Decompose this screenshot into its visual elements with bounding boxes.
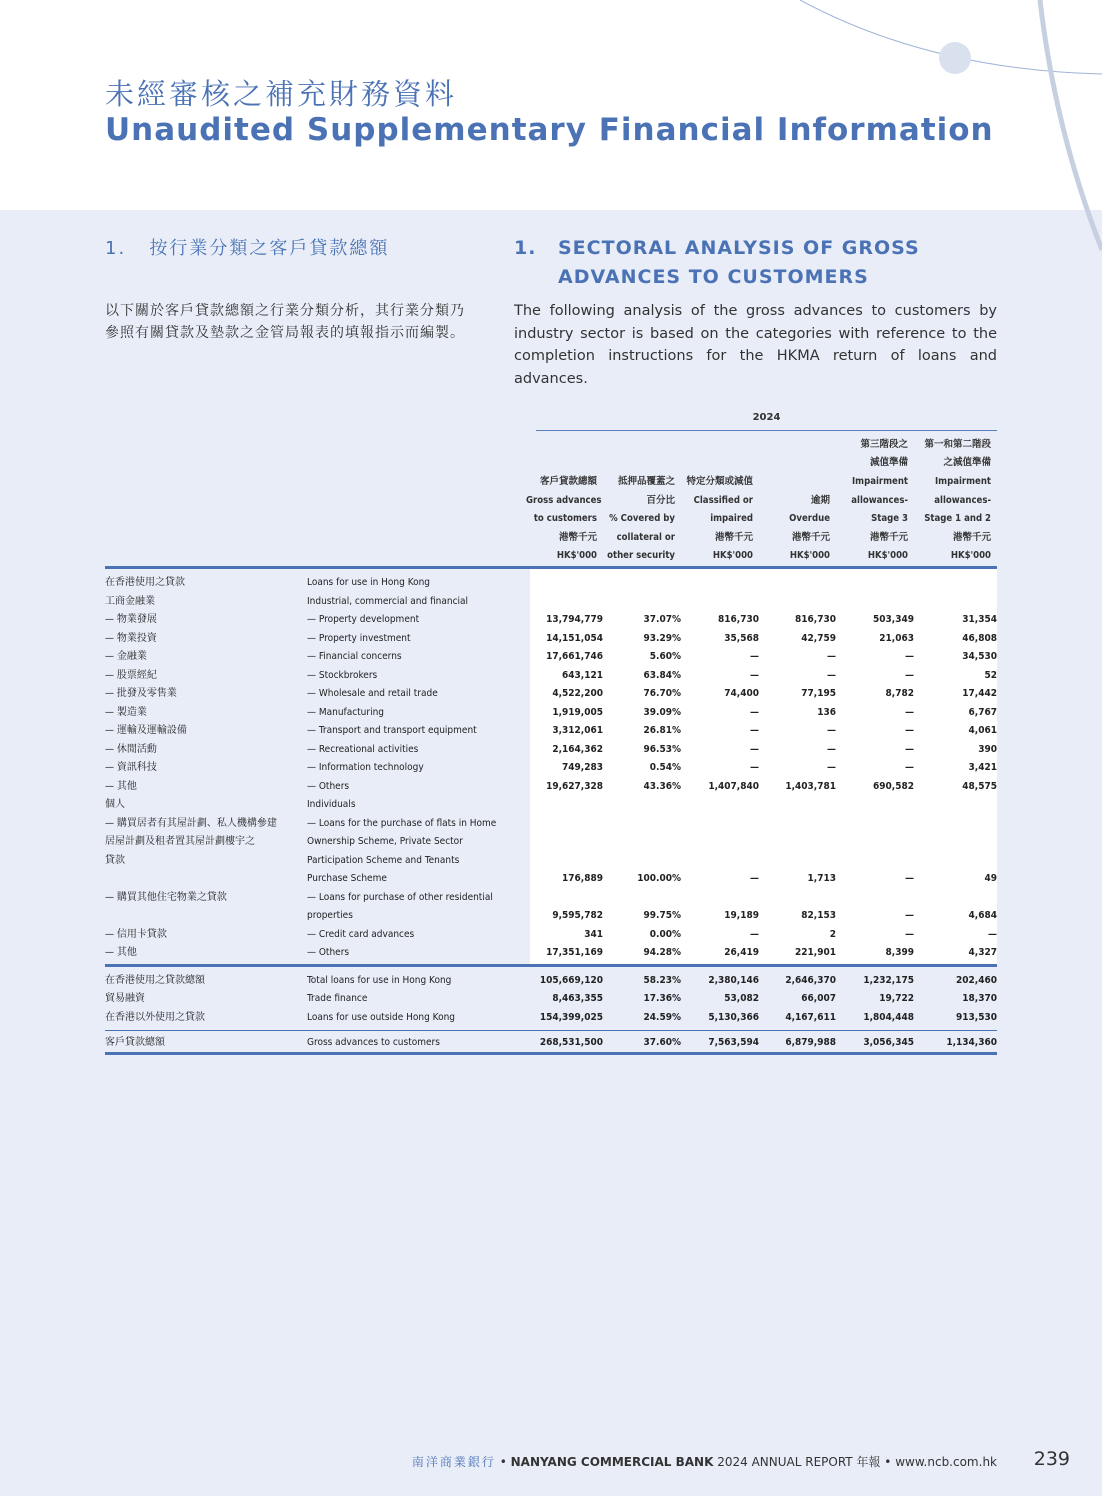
section-title-en-line1: SECTORAL ANALYSIS OF GROSS — [558, 237, 920, 259]
table-cell — [681, 796, 759, 815]
table-cell — [836, 815, 914, 834]
column-header-5 — [826, 434, 908, 566]
table-cell: 77,195 — [801, 688, 836, 699]
row-label-zh: — 金融業 — [105, 651, 147, 662]
table-cell — [914, 796, 997, 815]
column-header-3 — [671, 434, 753, 566]
table-cell: — — [905, 743, 914, 755]
table-row — [105, 852, 997, 871]
table-row — [105, 704, 997, 723]
total-rule — [105, 1052, 997, 1055]
table-cell: 6,879,988 — [785, 1037, 836, 1048]
table-row — [105, 648, 997, 667]
row-label-en: — Manufacturing — [307, 706, 385, 718]
table-cell: — — [905, 669, 914, 681]
table-cell: 17,661,746 — [546, 651, 603, 662]
table-cell: 26,419 — [724, 947, 759, 958]
row-label-en: — Property investment — [307, 632, 411, 644]
table-cell: 82,153 — [801, 910, 836, 921]
section-number-en: 1. — [514, 237, 537, 259]
table-cell — [603, 796, 681, 815]
table-cell: 136 — [817, 706, 836, 718]
table-cell: 43.36% — [643, 780, 681, 792]
column-header-line: 百分比 — [646, 494, 675, 506]
column-header-line: impaired — [710, 513, 753, 525]
table-cell — [914, 833, 997, 852]
table-cell: 4,522,200 — [552, 688, 603, 699]
table-cell: 31,354 — [962, 614, 997, 625]
table-cell: 154,399,025 — [539, 1011, 603, 1023]
row-label-en: — Financial concerns — [307, 651, 402, 662]
row-label-en: — Transport and transport equipment — [307, 725, 477, 736]
row-label-en: — Credit card advances — [307, 928, 415, 940]
column-header-line: 客戶貸款總額 — [539, 476, 597, 488]
table-cell — [681, 889, 759, 908]
table-cell: — — [905, 910, 914, 921]
table-cell — [603, 889, 681, 908]
column-header-line: % Covered by — [609, 513, 675, 525]
row-label-zh: 在香港使用之貸款總額 — [105, 974, 205, 986]
column-header-line: other security — [607, 550, 675, 562]
table-cell: 93.29% — [643, 632, 681, 644]
table-cell: 14,151,054 — [546, 632, 603, 644]
table-cell: 53,082 — [724, 993, 759, 1004]
table-cell: 1,713 — [807, 873, 836, 884]
row-label-zh: — 信用卡貸款 — [105, 928, 167, 940]
section-heading-zh — [105, 234, 389, 260]
table-cell — [836, 889, 914, 908]
table-cell: 341 — [584, 928, 603, 940]
table-cell — [836, 593, 914, 612]
table-cell: 18,370 — [962, 993, 997, 1004]
table-cell: 1,804,448 — [863, 1011, 914, 1023]
table-cell — [536, 574, 603, 593]
table-row — [105, 926, 997, 945]
table-row — [105, 741, 997, 760]
table-row — [105, 778, 997, 797]
table-cell: 96.53% — [643, 743, 681, 755]
row-label-zh: — 股票經紀 — [105, 669, 157, 681]
column-header-line: 抵押品覆蓋之 — [617, 476, 675, 488]
column-header-line: 港幣千元 — [952, 531, 991, 543]
table-cell: 268,531,500 — [539, 1037, 603, 1048]
table-cell: 690,582 — [873, 780, 914, 792]
table-cell: 4,327 — [968, 947, 997, 958]
row-label-zh: — 購買居者有其屋計劃、私人機構參建 — [105, 817, 277, 829]
table-row — [105, 630, 997, 649]
table-cell: — — [750, 873, 759, 884]
table-cell: — — [750, 762, 759, 773]
table-cell: — — [905, 928, 914, 940]
table-cell: 8,463,355 — [552, 993, 603, 1004]
table-cell: 4,684 — [968, 910, 997, 921]
table-cell: 34,530 — [962, 651, 997, 662]
table-cell: 221,901 — [795, 947, 836, 958]
row-label-en: — Others — [307, 947, 350, 958]
table-cell: 0.00% — [649, 928, 681, 940]
page-title-en: Unaudited Supplementary Financial Information — [105, 112, 994, 148]
table-cell: 39.09% — [643, 706, 681, 718]
table-cell: 99.75% — [643, 910, 681, 921]
table-cell: 105,669,120 — [539, 974, 603, 986]
year-header: 2024 — [752, 412, 781, 423]
table-cell — [836, 574, 914, 593]
column-header-line: allowances- — [851, 494, 908, 506]
row-label-en: — Property development — [307, 614, 420, 625]
row-label-en: — Loans for purchase of other residential — [307, 891, 493, 903]
section-title-en-line2: ADVANCES TO CUSTOMERS — [558, 266, 869, 288]
table-cell: 24.59% — [643, 1011, 681, 1023]
financial-table — [105, 574, 997, 1053]
footer-bullet-2: • — [884, 1455, 892, 1469]
table-cell: 3,056,345 — [863, 1037, 914, 1048]
table-cell — [536, 796, 603, 815]
row-label-zh: — 批發及零售業 — [105, 688, 177, 699]
table-cell — [536, 593, 603, 612]
row-label-en: Ownership Scheme, Private Sector — [307, 836, 463, 847]
row-label-zh: — 休閒活動 — [105, 743, 157, 755]
table-row — [105, 833, 997, 852]
table-cell: 58.23% — [643, 974, 681, 986]
row-label-en: — Loans for the purchase of flats in Home — [307, 817, 497, 829]
row-label-zh: 居屋計劃及租者置其屋計劃樓宇之 — [105, 836, 255, 847]
table-cell: 9,595,782 — [552, 910, 603, 921]
row-label-zh: 工商金融業 — [105, 595, 155, 607]
table-cell: 749,283 — [562, 762, 603, 773]
table-cell — [681, 833, 759, 852]
section-title-zh: 按行業分類之客戶貸款總額 — [149, 238, 390, 259]
section-number: 1. — [105, 238, 127, 259]
footer-bank-name-zh: 南洋商業銀行 — [411, 1455, 496, 1469]
table-cell — [836, 833, 914, 852]
row-label-zh: 客戶貸款總額 — [105, 1037, 165, 1048]
table-cell — [681, 815, 759, 834]
column-header-line: Stage 3 — [871, 513, 908, 525]
table-cell: 176,889 — [562, 873, 603, 884]
table-row — [105, 1009, 997, 1028]
table-cell — [759, 593, 836, 612]
row-label-zh: — 其他 — [105, 780, 137, 792]
table-cell: 202,460 — [956, 974, 997, 986]
column-header-line: 港幣千元 — [869, 531, 908, 543]
column-header-line: 港幣千元 — [558, 531, 597, 543]
table-cell: 1,407,840 — [708, 780, 759, 792]
column-header-line: HK$'000 — [950, 550, 991, 562]
row-label-en: — Wholesale and retail trade — [307, 688, 438, 699]
table-cell: — — [905, 651, 914, 662]
column-header-line: 減值準備 — [869, 457, 908, 469]
table-cell: 17,442 — [962, 688, 997, 699]
table-cell: 2,164,362 — [552, 743, 603, 755]
table-cell: 52 — [984, 669, 997, 681]
table-row — [105, 611, 997, 630]
table-row — [105, 593, 997, 612]
table-row — [105, 907, 997, 926]
row-label-en: Purchase Scheme — [307, 873, 387, 884]
table-cell — [603, 593, 681, 612]
table-cell: — — [750, 651, 759, 662]
row-label-zh: — 運輸及運輸設備 — [105, 725, 187, 736]
column-header-line: Gross advances — [526, 494, 602, 506]
footer-bank-name-en: NANYANG COMMERCIAL BANK — [510, 1455, 714, 1469]
table-cell: 42,759 — [801, 632, 836, 644]
footer — [412, 1453, 997, 1470]
row-label-zh: 在香港使用之貸款 — [105, 577, 185, 588]
table-cell — [836, 796, 914, 815]
table-cell: 49 — [984, 873, 997, 884]
table-cell: 48,575 — [962, 780, 997, 792]
table-row — [105, 722, 997, 741]
table-cell: 4,061 — [968, 725, 997, 736]
subtotal-rule — [105, 964, 997, 967]
table-cell: 17,351,169 — [546, 947, 603, 958]
table-cell — [603, 574, 681, 593]
table-cell: — — [827, 743, 836, 755]
table-cell: 503,349 — [873, 614, 914, 625]
table-cell: — — [750, 706, 759, 718]
table-cell: 6,767 — [968, 706, 997, 718]
column-header-line: Impairment — [852, 476, 908, 488]
column-header-line: HK$'000 — [712, 550, 753, 562]
row-label-zh: — 製造業 — [105, 706, 147, 718]
column-header-line: Overdue — [789, 513, 830, 525]
table-cell: 1,232,175 — [863, 974, 914, 986]
table-cell — [914, 889, 997, 908]
table-cell: 26.81% — [643, 725, 681, 736]
pre-total-rule — [105, 1030, 997, 1031]
row-label-zh: — 其他 — [105, 947, 137, 958]
table-cell: 816,730 — [718, 614, 759, 625]
table-cell: 5,130,366 — [708, 1011, 759, 1023]
column-header-line: 之減值準備 — [943, 457, 991, 469]
column-header-line: 港幣千元 — [714, 531, 753, 543]
table-row — [105, 574, 997, 593]
row-label-en: — Others — [307, 780, 350, 792]
column-header-line: to customers — [533, 513, 597, 525]
column-header-line: HK$'000 — [556, 550, 597, 562]
table-cell: 13,794,779 — [546, 614, 603, 625]
table-cell: 37.60% — [643, 1037, 681, 1048]
table-cell: 100.00% — [637, 873, 681, 884]
column-header-line: Stage 1 and 2 — [924, 513, 991, 525]
table-row — [105, 889, 997, 908]
table-cell: 76.70% — [643, 688, 681, 699]
page-number: 239 — [1033, 1448, 1070, 1470]
table-cell: 1,403,781 — [785, 780, 836, 792]
column-header-line: Impairment — [935, 476, 991, 488]
row-label-zh: — 資訊科技 — [105, 762, 157, 773]
table-cell: 2 — [829, 928, 836, 940]
table-cell: 3,312,061 — [552, 725, 603, 736]
row-label-zh: 個人 — [105, 799, 125, 810]
row-label-en: — Recreational activities — [307, 743, 419, 755]
table-cell: — — [905, 706, 914, 718]
row-label-zh: — 物業發展 — [105, 614, 157, 625]
column-header-4 — [749, 434, 830, 566]
row-label-en: Trade finance — [307, 993, 368, 1004]
table-row — [105, 759, 997, 778]
table-row — [105, 870, 997, 889]
table-row — [105, 815, 997, 834]
intro-paragraph-en: The following analysis of the gross advances to customers by industry sector is based on the categories with reference to the completion instructions for the HKMA return of loans and advances. — [514, 303, 997, 387]
table-cell: 37.07% — [643, 614, 681, 625]
table-cell: — — [827, 651, 836, 662]
section-heading-en — [514, 234, 920, 292]
table-cell — [536, 852, 603, 871]
intro-paragraph-zh: 以下關於客戶貸款總額之行業分類分析，其行業分類乃參照有關貸款及墊款之金管局報表的填報指示而編製。 — [105, 303, 465, 341]
row-label-zh: — 物業投資 — [105, 632, 157, 644]
table-cell — [914, 815, 997, 834]
row-label-en: Industrial, commercial and financial — [307, 595, 469, 607]
table-cell: 1,134,360 — [946, 1037, 997, 1048]
table-cell: 94.28% — [643, 947, 681, 958]
footer-website[interactable]: www.ncb.com.hk — [895, 1455, 997, 1469]
column-header-6 — [904, 434, 991, 566]
row-label-en: — Stockbrokers — [307, 669, 378, 681]
table-cell: — — [827, 669, 836, 681]
table-cell: 1,919,005 — [552, 706, 603, 718]
table-cell: 8,782 — [885, 688, 914, 699]
table-cell: — — [827, 725, 836, 736]
table-cell — [603, 815, 681, 834]
column-header-line: 特定分類或減值 — [686, 476, 753, 488]
column-header-line: 逾期 — [810, 494, 830, 506]
column-header-line: 港幣千元 — [791, 531, 830, 543]
table-cell: 390 — [978, 743, 997, 755]
row-label-en: Total loans for use in Hong Kong — [307, 974, 452, 986]
row-label-en: Loans for use outside Hong Kong — [307, 1011, 455, 1023]
table-cell — [759, 815, 836, 834]
page-title-zh: 未經審核之補充財務資料 — [105, 77, 458, 111]
table-cell — [681, 852, 759, 871]
table-cell: 74,400 — [724, 688, 759, 699]
table-cell: 4,167,611 — [785, 1011, 836, 1023]
column-header-2 — [593, 434, 675, 566]
table-cell: — — [905, 873, 914, 884]
table-cell: 21,063 — [879, 632, 914, 644]
table-cell: 913,530 — [956, 1011, 997, 1023]
table-cell: 63.84% — [643, 669, 681, 681]
row-label-en: Individuals — [307, 799, 356, 810]
table-cell: — — [827, 762, 836, 773]
table-cell: 2,380,146 — [708, 974, 759, 986]
table-cell — [914, 852, 997, 871]
table-row — [105, 990, 997, 1009]
table-cell — [759, 833, 836, 852]
table-cell: — — [905, 725, 914, 736]
table-cell: 2,646,370 — [785, 974, 836, 986]
table-cell — [759, 796, 836, 815]
table-cell: 816,730 — [795, 614, 836, 625]
row-label-en: Loans for use in Hong Kong — [307, 577, 431, 588]
column-header-line: allowances- — [934, 494, 991, 506]
column-header-line: 第一和第二階段 — [924, 438, 991, 450]
table-cell: 19,189 — [724, 910, 759, 921]
table-row — [105, 667, 997, 686]
footer-bullet: • — [499, 1455, 507, 1469]
table-cell: 3,421 — [968, 762, 997, 773]
column-header-line: collateral or — [616, 531, 675, 543]
table-cell: 0.54% — [649, 762, 681, 773]
table-cell — [836, 852, 914, 871]
table-cell: — — [988, 928, 997, 940]
table-cell: — — [750, 928, 759, 940]
table-cell: 19,722 — [879, 993, 914, 1004]
table-cell — [603, 852, 681, 871]
table-cell: 17.36% — [643, 993, 681, 1004]
column-header-line: 第三階段之 — [860, 438, 908, 450]
table-cell: — — [750, 743, 759, 755]
row-label-en: Gross advances to customers — [307, 1037, 440, 1048]
table-cell — [759, 852, 836, 871]
row-label-zh: 在香港以外使用之貸款 — [105, 1011, 205, 1023]
table-cell: 46,808 — [962, 632, 997, 644]
table-row — [105, 796, 997, 815]
table-cell — [536, 833, 603, 852]
table-row — [105, 944, 997, 963]
row-label-en: properties — [307, 910, 353, 921]
table-cell — [536, 889, 603, 908]
row-label-en: — Information technology — [307, 762, 424, 773]
table-cell: 643,121 — [562, 669, 603, 681]
row-label-zh — [105, 870, 307, 889]
table-cell: 66,007 — [801, 993, 836, 1004]
row-label-zh: 貸款 — [105, 854, 125, 866]
footer-report-title: 2024 ANNUAL REPORT 年報 — [717, 1455, 881, 1469]
column-header-line: Classified or — [693, 494, 753, 506]
table-cell: 5.60% — [649, 651, 681, 662]
column-header-line: HK$'000 — [867, 550, 908, 562]
table-cell — [536, 815, 603, 834]
table-cell — [603, 833, 681, 852]
row-label-zh — [105, 907, 307, 926]
table-cell: 7,563,594 — [708, 1037, 759, 1048]
table-cell: — — [750, 669, 759, 681]
table-cell — [681, 574, 759, 593]
table-row — [105, 685, 997, 704]
column-header-1 — [526, 434, 602, 566]
table-cell: — — [905, 762, 914, 773]
row-label-en: Participation Scheme and Tenants — [307, 854, 460, 866]
row-label-zh: — 購買其他住宅物業之貸款 — [105, 891, 227, 903]
row-label-zh: 貿易融資 — [105, 993, 145, 1004]
table-cell — [759, 574, 836, 593]
column-header-line: HK$'000 — [789, 550, 830, 562]
table-cell — [759, 889, 836, 908]
table-cell — [681, 593, 759, 612]
table-cell — [914, 593, 997, 612]
table-cell — [914, 574, 997, 593]
table-cell: 35,568 — [724, 632, 759, 644]
year-underline — [536, 430, 997, 431]
table-cell: 8,399 — [885, 947, 914, 958]
table-cell: 19,627,328 — [546, 780, 603, 792]
table-cell: — — [750, 725, 759, 736]
